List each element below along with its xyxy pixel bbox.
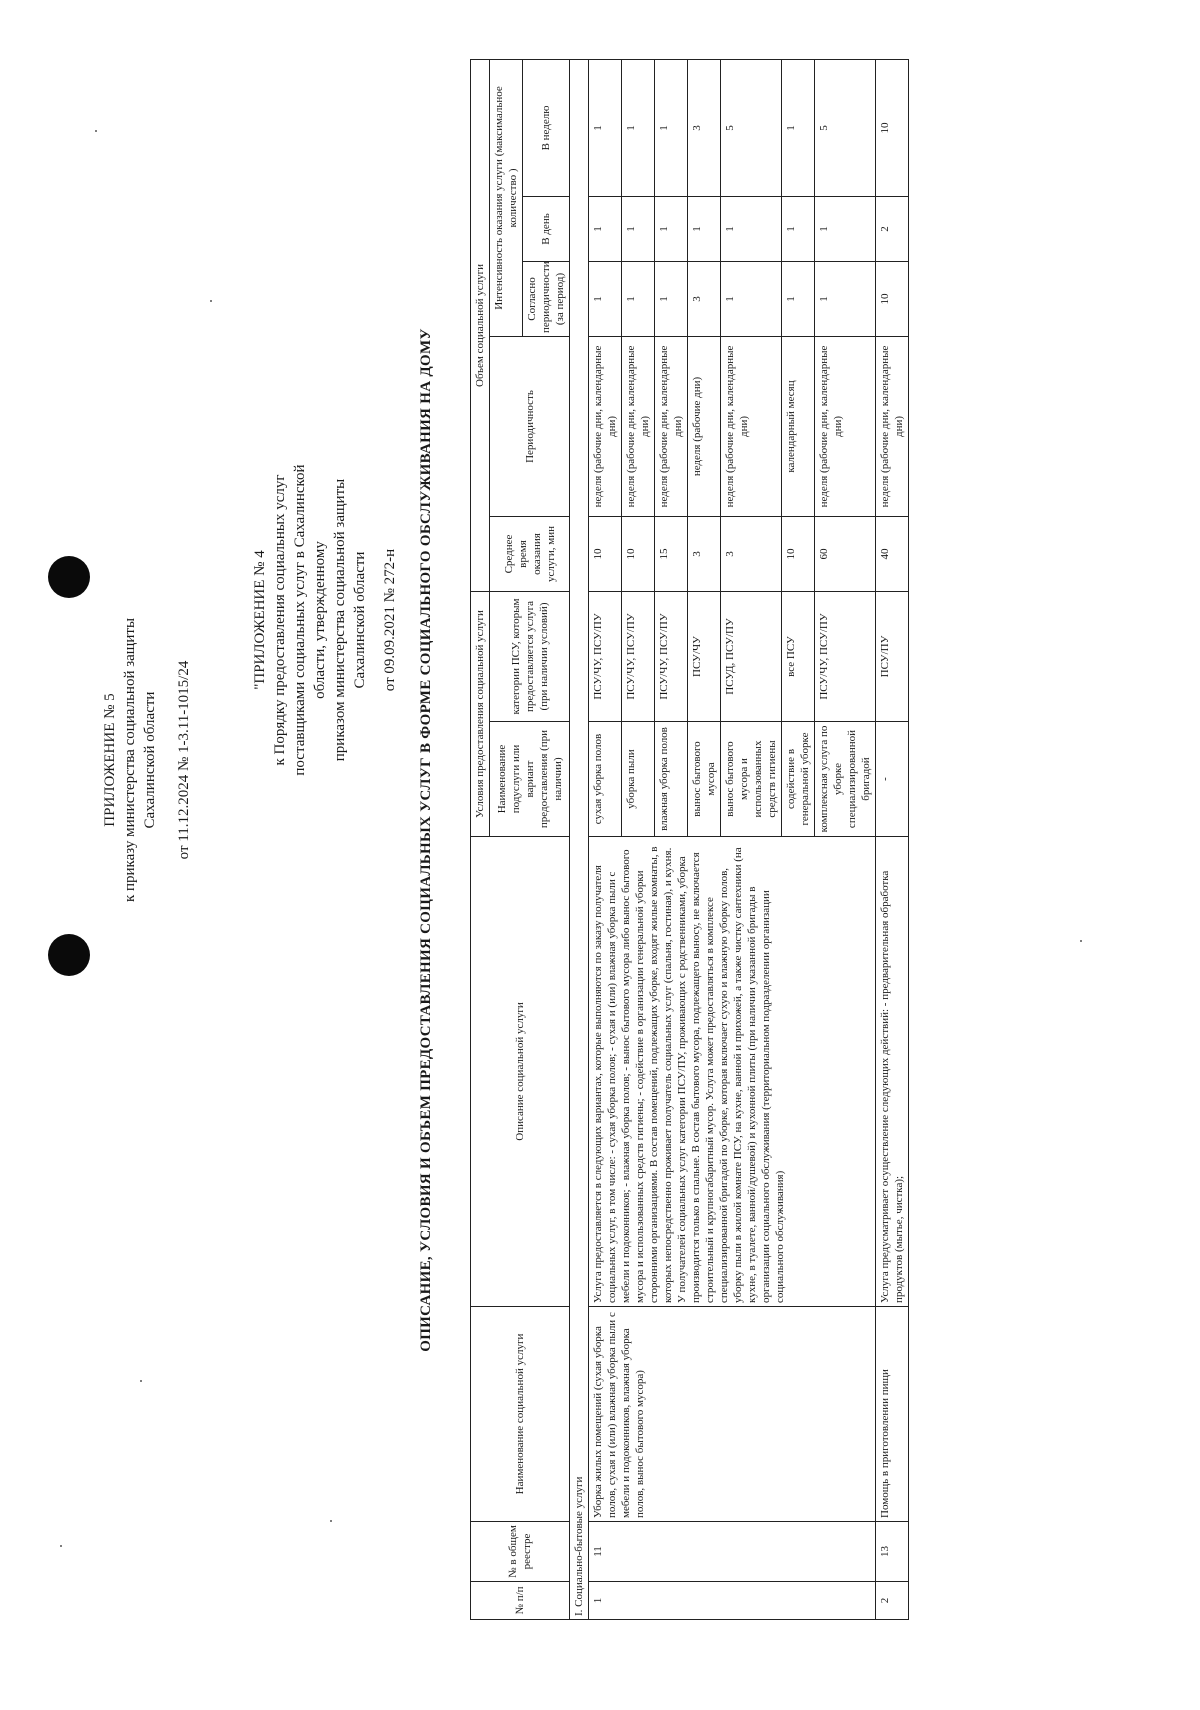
appendix-4-line2: поставщиками социальных услуг в Сахалинской — [292, 464, 308, 776]
col-header-per-period: Согласно периодичности (за период) — [523, 262, 570, 337]
table-row — [589, 59, 622, 1619]
col-header-category: категории ПСУ, которым предоставляется услуга (при наличии условий) — [490, 592, 570, 722]
cell-per-period: 1 — [782, 262, 815, 337]
section-title: I. Социально-бытовые услуги — [570, 59, 589, 1619]
appendix-4-title: "ПРИЛОЖЕНИЕ № 4 — [252, 550, 268, 690]
cell-sub-name: уборка пыли — [622, 722, 655, 837]
cell-sub-name: - — [876, 722, 909, 837]
cell-category: ПСУ/ЧУ, ПСУ/ПУ — [815, 592, 876, 722]
col-header-service-name: Наименование социальной услуги — [471, 1307, 570, 1522]
col-header-sub-name: Наименование подуслуги или вариант предоставления (при наличии) — [490, 722, 570, 837]
cell-per-week: 1 — [622, 59, 655, 196]
col-header-intensity: Интенсивность оказания услуги (максимальное количество ) — [490, 59, 523, 336]
cell-service-name: Уборка жилых помещений (сухая уборка полов, сухая и (или) влажная уборка пыли с мебели и подоконников, влажная уборка полов, вынос бытового мусора) — [589, 1307, 876, 1522]
cell-service-name: Помощь в приготовлении пищи — [876, 1307, 909, 1522]
cell-periodicity: неделя (рабочие дни, календарные дни) — [589, 337, 622, 517]
cell-per-period: 1 — [721, 262, 782, 337]
appendix-5-date: от 11.12.2024 № 1-3.11-1015/24 — [176, 660, 192, 860]
cell-periodicity: неделя (рабочие дни, календарные дни) — [655, 337, 688, 517]
cell-time: 10 — [782, 517, 815, 592]
cell-category: ПСУ/ЧУ, ПСУ/ПУ — [622, 592, 655, 722]
cell-per-day: 1 — [815, 197, 876, 262]
col-header-periodicity: Периодичность — [490, 337, 570, 517]
cell-reg: 11 — [589, 1522, 876, 1582]
appendix-4-line4: приказом министерства социальной защиты — [332, 478, 348, 762]
cell-time: 60 — [815, 517, 876, 592]
cell-sub-name: сухая уборка полов — [589, 722, 622, 837]
cell-time: 40 — [876, 517, 909, 592]
cell-per-week: 1 — [655, 59, 688, 196]
cell-per-day: 2 — [876, 197, 909, 262]
cell-category: все ПСУ — [782, 592, 815, 722]
cell-sub-name: влажная уборка полов — [655, 722, 688, 837]
appendix-4-line1: к Порядку предоставления социальных услуг — [272, 474, 288, 766]
cell-time: 10 — [622, 517, 655, 592]
cell-periodicity: календарный месяц — [782, 337, 815, 517]
cell-reg: 13 — [876, 1522, 909, 1582]
cell-periodicity: неделя (рабочие дни, календарные дни) — [721, 337, 782, 517]
col-header-per-week: В неделю — [523, 59, 570, 196]
appendix-4-header — [250, 410, 400, 830]
cell-per-period: 10 — [876, 262, 909, 337]
cell-periodicity: неделя (рабочие дни, календарные дни) — [622, 337, 655, 517]
cell-time: 15 — [655, 517, 688, 592]
cell-per-week: 1 — [782, 59, 815, 196]
cell-description: Услуга предусматривает осуществление следующих действий: - предварительная обработка продуктов (мытье, чистка); — [876, 837, 909, 1307]
col-header-per-day: В день — [523, 197, 570, 262]
cell-periodicity: неделя (рабочие дни, календарные дни) — [815, 337, 876, 517]
cell-time: 3 — [688, 517, 721, 592]
cell-per-day: 1 — [655, 197, 688, 262]
cell-sub-name: вынос бытового мусора — [688, 722, 721, 837]
appendix-4-date: от 09.09.2021 № 272-н — [382, 548, 398, 692]
cell-per-week: 5 — [721, 59, 782, 196]
cell-per-day: 1 — [589, 197, 622, 262]
document-title: ОПИСАНИЕ, УСЛОВИЯ И ОБЪЕМ ПРЕДОСТАВЛЕНИЯ СОЦИАЛЬНЫХ УСЛУГ В ФОРМЕ СОЦИАЛЬНОГО ОБСЛУЖИВАНИЯ НА ДОМУ — [418, 328, 434, 1352]
cell-category: ПСУД, ПСУ/ПУ — [721, 592, 782, 722]
cell-per-week: 1 — [589, 59, 622, 196]
cell-per-period: 1 — [815, 262, 876, 337]
cell-per-period: 3 — [688, 262, 721, 337]
section-row — [570, 59, 589, 1619]
col-header-avg-time: Среднее время оказания услуги, мин — [490, 517, 570, 592]
cell-per-day: 1 — [782, 197, 815, 262]
cell-per-week: 5 — [815, 59, 876, 196]
cell-category: ПСУ/ЧУ — [688, 592, 721, 722]
cell-num: 1 — [589, 1582, 876, 1620]
appendix-5-line1: к приказу министерства социальной защиты — [122, 617, 138, 903]
cell-category: ПСУ/ЧУ, ПСУ/ПУ — [655, 592, 688, 722]
cell-time: 3 — [721, 517, 782, 592]
appendix-4-line3: области, утвержденному — [312, 541, 328, 699]
header-row-1 — [471, 59, 490, 1619]
appendix-5-line2: Сахалинской области — [142, 691, 158, 829]
appendix-5-title: ПРИЛОЖЕНИЕ № 5 — [102, 693, 118, 827]
cell-per-day: 1 — [688, 197, 721, 262]
cell-periodicity: неделя (рабочие дни, календарные дни) — [876, 337, 909, 517]
col-header-volume: Объем социальной услуги — [471, 59, 490, 591]
col-header-description: Описание социальной услуги — [471, 837, 570, 1307]
cell-category: ПСУ/ПУ — [876, 592, 909, 722]
cell-category: ПСУ/ЧУ, ПСУ/ПУ — [589, 592, 622, 722]
appendix-5-header — [100, 540, 194, 980]
col-header-num: № п/п — [471, 1582, 570, 1620]
cell-num: 2 — [876, 1582, 909, 1620]
col-header-conditions: Условия предоставления социальной услуги — [471, 592, 490, 837]
cell-periodicity: неделя (рабочие дни) — [688, 337, 721, 517]
cell-sub-name: содействие в генеральной уборке — [782, 722, 815, 837]
col-header-reg: № в общем реестре — [471, 1522, 570, 1582]
cell-per-week: 3 — [688, 59, 721, 196]
cell-per-week: 10 — [876, 59, 909, 196]
cell-time: 10 — [589, 517, 622, 592]
cell-per-day: 1 — [622, 197, 655, 262]
cell-per-period: 1 — [622, 262, 655, 337]
services-table — [470, 59, 909, 1620]
cell-sub-name: вынос бытового мусора и использованных средств гигиены — [721, 722, 782, 837]
table-row — [876, 59, 909, 1619]
cell-sub-name: комплексная услуга по уборке специализированной бригадой — [815, 722, 876, 837]
cell-per-period: 1 — [655, 262, 688, 337]
appendix-4-line5: Сахалинской области — [352, 551, 368, 689]
cell-description: Услуга предоставляется в следующих вариантах, которые выполняются по заказу получателя социальных услуг, в том числе: - сухая уборка полов; - сухая и (или) влажная уборка пыли с мебели и подоконников; - влажная уборка полов; - вынос бытового мусора либо вынос бытового мусора и использованных средств гигиены; - содействие в организации генеральной уборки сторонними организациями. В состав помещений, подлежащих уборке, входят жилые комнаты, в которых непосредственно проживает получатель социальных услуг (спальня, гостиная), и кухня. У получателей социальных услуг категории ПСУ/ПУ, проживающих с родственниками, уборка производится только в спальне. В состав бытового мусора, подлежащего выносу, не включается строительный и крупногабаритный мусор. Услуга может предоставляться в комплексе специализированной бригадой по уборке, которая включает сухую и влажную уборку полов, уборку пыли в жилой комнате ПСУ, на кухне, ванной и прихожей, а также чистку сантехники (на кухне, в туалете, ванной/душевой) и кухонной плиты (при наличии указанной бригады в организации социального обслуживания (территориальном подразделении организации социального обслуживания) — [589, 837, 876, 1307]
cell-per-period: 1 — [589, 262, 622, 337]
cell-per-day: 1 — [721, 197, 782, 262]
